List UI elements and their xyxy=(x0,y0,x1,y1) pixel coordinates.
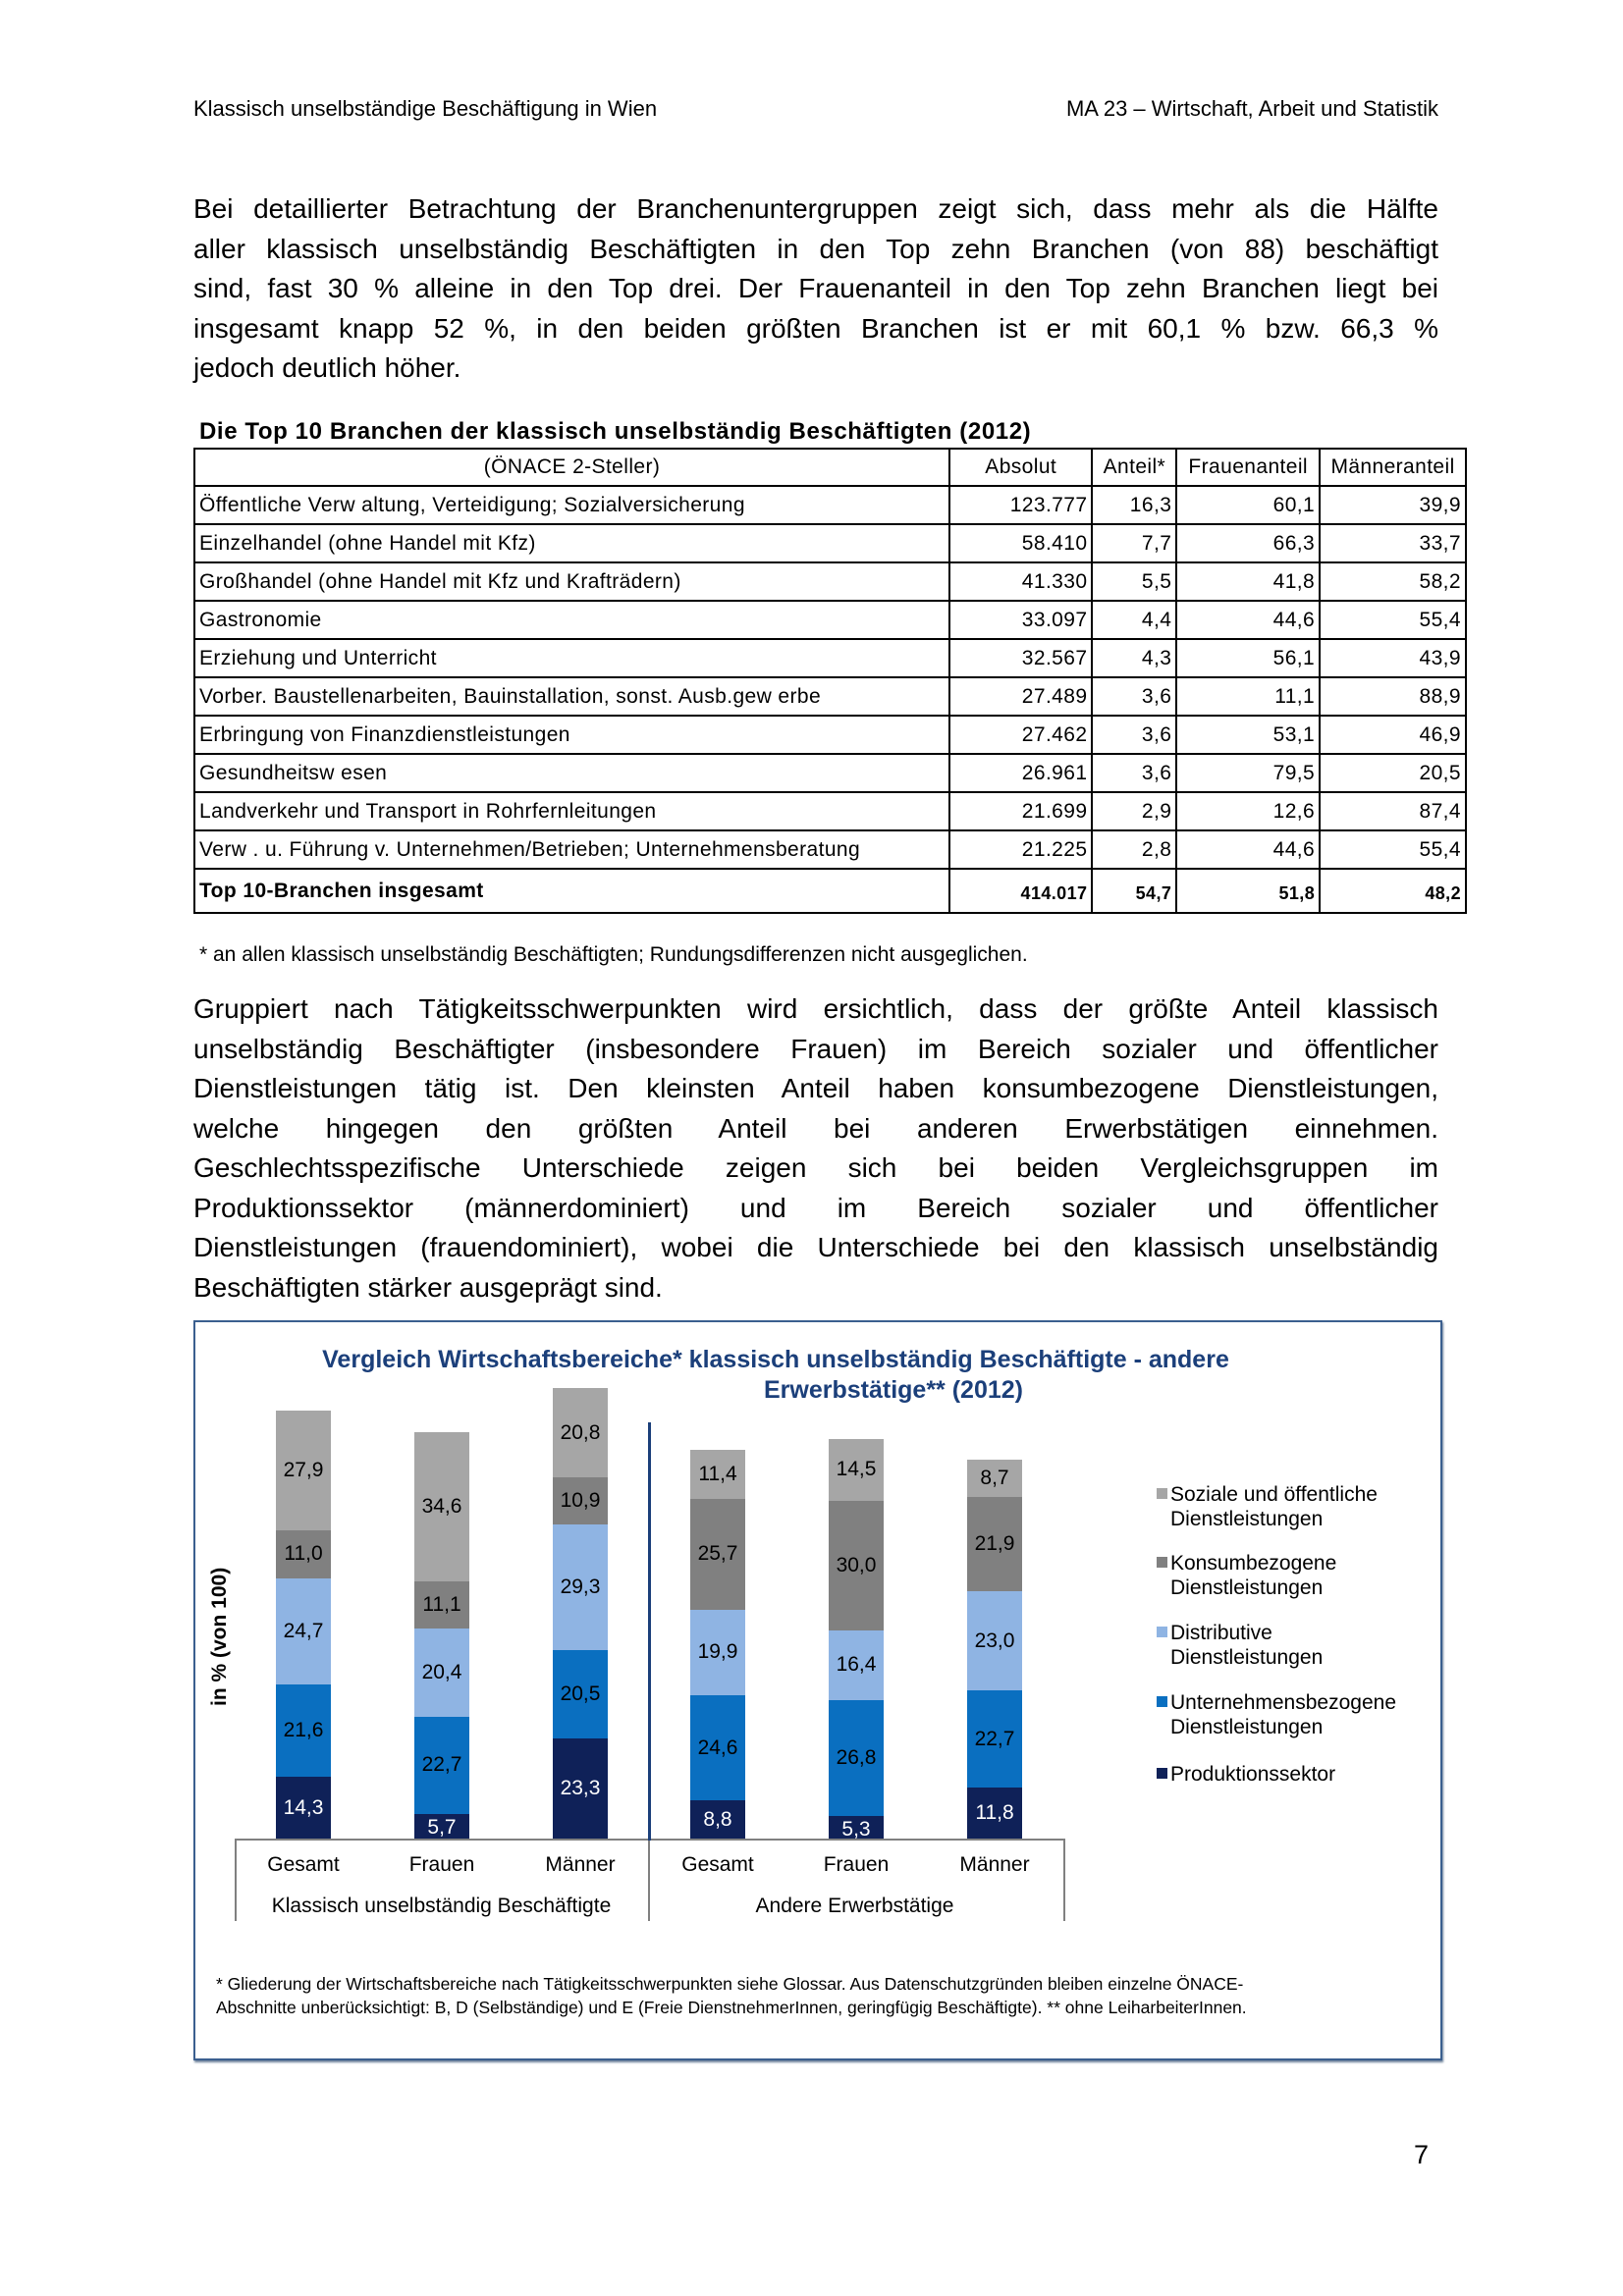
data-label: 19,9 xyxy=(697,1640,738,1664)
x-category-label: Gesamt xyxy=(267,1853,340,1876)
maenneranteil-value: 55,4 xyxy=(1320,830,1466,869)
data-label: 20,8 xyxy=(560,1420,601,1444)
data-label: 8,8 xyxy=(703,1807,732,1831)
data-label: 11,8 xyxy=(975,1801,1014,1825)
data-label: 22,7 xyxy=(421,1753,462,1777)
paragraph-line: Produktionssektor (männerdominiert) und im Bereich sozialer und öffentlicher xyxy=(193,1192,1438,1223)
legend-item xyxy=(1157,1551,1336,1600)
frauenanteil-value: 11,1 xyxy=(1176,677,1320,716)
legend-label: Distributive xyxy=(1170,1622,1272,1644)
legend-label: Unternehmensbezogene xyxy=(1170,1691,1396,1714)
paragraph-line: jedoch deutlich höher. xyxy=(193,352,461,383)
paragraph-line: Geschlechtsspezifische Unterschiede zeigen sich bei beiden Vergleichsgruppen im xyxy=(193,1152,1438,1183)
x-category-label: Männer xyxy=(959,1853,1030,1876)
bar-segment xyxy=(414,1581,469,1629)
table-row xyxy=(194,639,1466,677)
absolut-value: 26.961 xyxy=(949,754,1092,792)
data-label: 22,7 xyxy=(974,1727,1015,1750)
bar-segment xyxy=(967,1788,1022,1839)
x-category-label: Frauen xyxy=(823,1853,890,1876)
data-label: 10,9 xyxy=(560,1488,601,1512)
bar-segment xyxy=(690,1695,745,1801)
bar-segment xyxy=(553,1524,608,1650)
anteil-value: 3,6 xyxy=(1092,754,1176,792)
bar-segment xyxy=(276,1530,331,1577)
anteil-value: 4,3 xyxy=(1092,639,1176,677)
absolut-value: 27.462 xyxy=(949,716,1092,754)
data-label: 16,4 xyxy=(836,1653,877,1677)
bar-segment xyxy=(414,1432,469,1581)
bar-segment xyxy=(276,1578,331,1684)
anteil-value: 2,8 xyxy=(1092,830,1176,869)
data-label: 27,9 xyxy=(283,1459,324,1482)
frauenanteil-value: 53,1 xyxy=(1176,716,1320,754)
data-label: 29,3 xyxy=(560,1575,601,1598)
data-label: 14,5 xyxy=(836,1458,877,1481)
bar-segment xyxy=(276,1684,331,1778)
bar-segment xyxy=(967,1690,1022,1788)
legend-label: Soziale und öffentliche xyxy=(1170,1483,1378,1506)
table-row xyxy=(194,562,1466,601)
bar-segment xyxy=(414,1814,469,1839)
anteil-value: 5,5 xyxy=(1092,562,1176,601)
x-category-label: Männer xyxy=(545,1853,616,1876)
paragraph-line: unselbständig Beschäftigter (insbesondere Frauen) im Bereich sozialer und öffentlicher xyxy=(193,1033,1438,1064)
bar-segment xyxy=(553,1650,608,1738)
data-label: 23,3 xyxy=(560,1776,601,1799)
table-row xyxy=(194,792,1466,830)
table-row xyxy=(194,601,1466,639)
absolut-value: 21.225 xyxy=(949,830,1092,869)
table-row xyxy=(194,486,1466,524)
legend-label: Konsumbezogene xyxy=(1170,1552,1337,1575)
data-label: 21,6 xyxy=(283,1719,324,1742)
column-header: (ÖNACE 2-Steller) xyxy=(194,449,949,486)
branch-name: Erziehung und Unterricht xyxy=(194,639,949,677)
chart-title xyxy=(226,1345,1325,1406)
anteil-value: 16,3 xyxy=(1092,486,1176,524)
bar-segment xyxy=(553,1477,608,1524)
data-label: 20,5 xyxy=(560,1682,601,1706)
legend-label: Dienstleistungen xyxy=(1170,1716,1324,1738)
data-label: 8,7 xyxy=(980,1467,1009,1490)
group-separator-line xyxy=(648,1422,651,1841)
branch-name: Gesundheitsw esen xyxy=(194,754,949,792)
column-header: Absolut xyxy=(949,449,1092,486)
maenneranteil-value: 43,9 xyxy=(1320,639,1466,677)
paragraph-intro xyxy=(193,189,1438,389)
data-label: 5,7 xyxy=(427,1816,457,1840)
paragraph-line: Dienstleistungen tätig ist. Den kleinsten Anteil haben konsumbezogene Dienstleistungen, xyxy=(193,1073,1438,1103)
absolut-value: 123.777 xyxy=(949,486,1092,524)
paragraph-line: Dienstleistungen (frauendominiert), wobei die Unterschiede bei den klassisch unselbständig xyxy=(193,1232,1438,1262)
chart-title-line: Erwerbstätige** (2012) xyxy=(763,1376,1023,1404)
bar-segment xyxy=(690,1450,745,1499)
total-label: Top 10-Branchen insgesamt xyxy=(194,869,949,913)
bar-segment xyxy=(967,1460,1022,1497)
absolut-value: 21.699 xyxy=(949,792,1092,830)
legend-label: Dienstleistungen xyxy=(1170,1646,1324,1669)
data-label: 11,1 xyxy=(422,1592,461,1616)
data-label: 14,3 xyxy=(283,1795,324,1819)
data-label: 5,3 xyxy=(841,1817,871,1841)
bar-segment xyxy=(967,1497,1022,1591)
data-label: 11,4 xyxy=(698,1463,737,1485)
branch-name: Öffentliche Verw altung, Verteidigung; Sozialversicherung xyxy=(194,486,949,524)
legend-item xyxy=(1157,1482,1378,1531)
data-label: 25,7 xyxy=(697,1542,738,1566)
legend-item xyxy=(1157,1621,1323,1670)
legend-label: Dienstleistungen xyxy=(1170,1508,1324,1530)
data-label: 26,8 xyxy=(836,1746,877,1770)
bar-segment xyxy=(829,1501,884,1629)
x-group-label: Klassisch unselbständig Beschäftigte xyxy=(271,1895,612,1917)
bar-segment xyxy=(276,1411,331,1530)
total-anteil: 54,7 xyxy=(1092,869,1176,913)
table-row xyxy=(194,677,1466,716)
absolut-value: 41.330 xyxy=(949,562,1092,601)
branch-name: Gastronomie xyxy=(194,601,949,639)
bar-segment xyxy=(553,1388,608,1477)
frauenanteil-value: 41,8 xyxy=(1176,562,1320,601)
anteil-value: 2,9 xyxy=(1092,792,1176,830)
legend-swatch-icon xyxy=(1157,1488,1167,1499)
legend-item xyxy=(1157,1762,1335,1787)
absolut-value: 27.489 xyxy=(949,677,1092,716)
paragraph-line: insgesamt knapp 52 %, in den beiden größten Branchen ist er mit 60,1 % bzw. 66,3 % xyxy=(193,312,1438,344)
maenneranteil-value: 33,7 xyxy=(1320,524,1466,562)
maenneranteil-value: 88,9 xyxy=(1320,677,1466,716)
frauenanteil-value: 79,5 xyxy=(1176,754,1320,792)
anteil-value: 4,4 xyxy=(1092,601,1176,639)
total-maenneranteil: 48,2 xyxy=(1320,869,1466,913)
bar-segment xyxy=(553,1738,608,1839)
table-row xyxy=(194,830,1466,869)
anteil-value: 3,6 xyxy=(1092,677,1176,716)
maenneranteil-value: 46,9 xyxy=(1320,716,1466,754)
bar-segment xyxy=(276,1777,331,1839)
x-category-label: Frauen xyxy=(408,1853,475,1876)
bar-segment xyxy=(967,1591,1022,1690)
branch-name: Landverkehr und Transport in Rohrfernleitungen xyxy=(194,792,949,830)
frauenanteil-value: 56,1 xyxy=(1176,639,1320,677)
table-row xyxy=(194,754,1466,792)
absolut-value: 33.097 xyxy=(949,601,1092,639)
anteil-value: 3,6 xyxy=(1092,716,1176,754)
table-row xyxy=(194,524,1466,562)
paragraph-line: sind, fast 30 % alleine in den Top drei. Der Frauenanteil in den Top zehn Branchen liegt bei xyxy=(193,273,1438,303)
legend-swatch-icon xyxy=(1157,1696,1167,1707)
frauenanteil-value: 44,6 xyxy=(1176,601,1320,639)
bar-segment xyxy=(690,1499,745,1610)
data-label: 24,7 xyxy=(283,1619,324,1642)
anteil-value: 7,7 xyxy=(1092,524,1176,562)
table-header-row xyxy=(194,449,1466,486)
bar-segment xyxy=(829,1700,884,1815)
legend-label: Dienstleistungen xyxy=(1170,1576,1324,1599)
page-number: 7 xyxy=(1414,2140,1430,2169)
legend-label: Produktionssektor xyxy=(1170,1763,1336,1786)
paragraph-line: Beschäftigten stärker ausgeprägt sind. xyxy=(193,1271,663,1303)
data-label: 20,4 xyxy=(421,1660,462,1683)
frauenanteil-value: 66,3 xyxy=(1176,524,1320,562)
bar-segment xyxy=(414,1629,469,1716)
chart-footnote xyxy=(216,1972,1424,2019)
column-header: Frauenanteil xyxy=(1176,449,1320,486)
column-header: Männeranteil xyxy=(1320,449,1466,486)
total-frauenanteil: 51,8 xyxy=(1176,869,1320,913)
absolut-value: 58.410 xyxy=(949,524,1092,562)
legend-item xyxy=(1157,1690,1396,1739)
table-total-row xyxy=(194,869,1466,913)
bar-segment xyxy=(829,1630,884,1701)
branch-name: Verw . u. Führung v. Unternehmen/Betrieben; Unternehmensberatung xyxy=(194,830,949,869)
table-title: Die Top 10 Branchen der klassisch unselbständig Beschäftigten (2012) xyxy=(199,418,1032,445)
data-label: 11,0 xyxy=(284,1542,323,1566)
data-label: 34,6 xyxy=(421,1494,462,1518)
table-footnote: * an allen klassisch unselbständig Beschäftigten; Rundungsdifferenzen nicht ausgeglichen. xyxy=(199,943,1028,966)
absolut-value: 32.567 xyxy=(949,639,1092,677)
chart-footnote-line: Abschnitte unberücksichtigt: B, D (Selbständige) und E (Freie DienstnehmerInnen, geringfügig Beschäftigte). ** ohne LeiharbeiterInnen. xyxy=(216,1998,1247,2017)
chart-title-line: Vergleich Wirtschaftsbereiche* klassisch unselbständig Beschäftigte - andere xyxy=(322,1346,1229,1373)
running-header-right: MA 23 – Wirtschaft, Arbeit und Statistik xyxy=(1065,96,1438,121)
frauenanteil-value: 12,6 xyxy=(1176,792,1320,830)
paragraph-line: Bei detaillierter Betrachtung der Branchenuntergruppen zeigt sich, dass mehr als die Hälfte xyxy=(193,193,1438,224)
column-header: Anteil* xyxy=(1092,449,1176,486)
top10-table xyxy=(193,448,1467,914)
x-group-label: Andere Erwerbstätige xyxy=(755,1895,954,1917)
branch-name: Vorber. Baustellenarbeiten, Bauinstallation, sonst. Ausb.gew erbe xyxy=(194,677,949,716)
x-category-label: Gesamt xyxy=(681,1853,754,1876)
paragraph-groups xyxy=(193,989,1438,1308)
maenneranteil-value: 39,9 xyxy=(1320,486,1466,524)
frauenanteil-value: 44,6 xyxy=(1176,830,1320,869)
maenneranteil-value: 87,4 xyxy=(1320,792,1466,830)
branch-name: Erbringung von Finanzdienstleistungen xyxy=(194,716,949,754)
bar-segment xyxy=(829,1816,884,1839)
running-header-left: Klassisch unselbständige Beschäftigung in Wien xyxy=(193,96,658,121)
data-label: 23,0 xyxy=(974,1629,1015,1652)
data-label: 24,6 xyxy=(697,1735,738,1759)
maenneranteil-value: 20,5 xyxy=(1320,754,1466,792)
frauenanteil-value: 60,1 xyxy=(1176,486,1320,524)
paragraph-line: aller klassisch unselbständig Beschäftigten in den Top zehn Branchen (von 88) beschäftigt xyxy=(193,233,1438,264)
legend-swatch-icon xyxy=(1157,1768,1167,1779)
legend-swatch-icon xyxy=(1157,1627,1167,1637)
paragraph-line: welche hingegen den größten Anteil bei anderen Erwerbstätigen einnehmen. xyxy=(193,1112,1438,1144)
y-axis-label: in % (von 100) xyxy=(208,1567,231,1706)
data-label: 21,9 xyxy=(974,1532,1015,1556)
table-row xyxy=(194,716,1466,754)
data-label: 30,0 xyxy=(836,1553,877,1576)
branch-name: Großhandel (ohne Handel mit Kfz und Krafträdern) xyxy=(194,562,949,601)
chart-footnote-line: * Gliederung der Wirtschaftsbereiche nach Tätigkeitsschwerpunkten siehe Glossar. Aus Datenschutzgründen bleiben einzelne ÖNACE- xyxy=(216,1974,1244,1994)
maenneranteil-value: 55,4 xyxy=(1320,601,1466,639)
maenneranteil-value: 58,2 xyxy=(1320,562,1466,601)
bar-segment xyxy=(690,1800,745,1839)
branch-name: Einzelhandel (ohne Handel mit Kfz) xyxy=(194,524,949,562)
bar-segment xyxy=(414,1717,469,1814)
total-absolut: 414.017 xyxy=(949,869,1092,913)
legend-swatch-icon xyxy=(1157,1557,1167,1568)
bar-segment xyxy=(690,1610,745,1695)
paragraph-line: Gruppiert nach Tätigkeitsschwerpunkten wird ersichtlich, dass der größte Anteil klassisch xyxy=(193,993,1438,1024)
bar-segment xyxy=(829,1439,884,1502)
